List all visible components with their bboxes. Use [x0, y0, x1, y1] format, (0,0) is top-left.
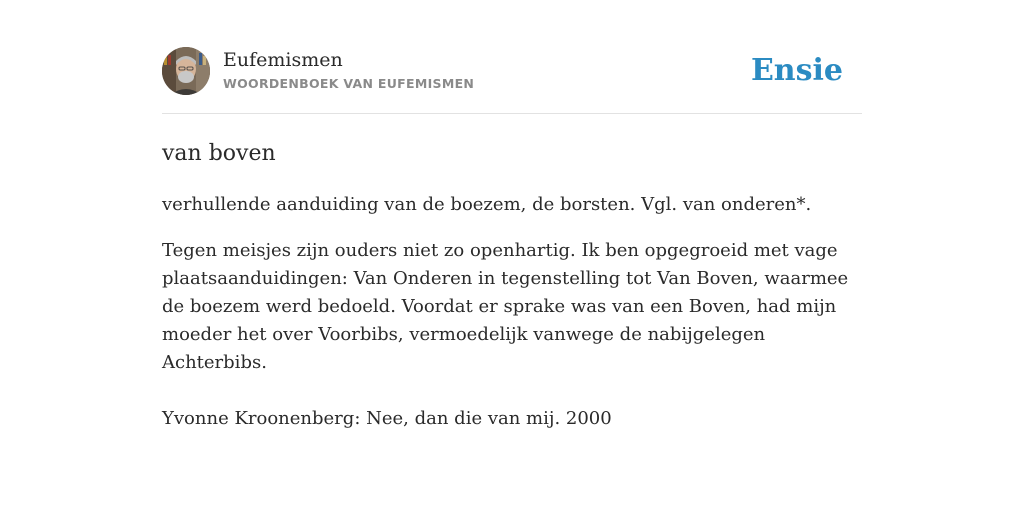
- author-portrait-icon: [162, 47, 210, 95]
- page-container: [162, 46, 862, 433]
- ensie-logo-link[interactable]: Ensie: [750, 52, 843, 88]
- entry-quote: Tegen meisjes zijn ouders niet zo openhartig. Ik ben opgegroeid met vage plaatsaanduidingen: Van Onderen in tegenstelling tot Van Boven, waarmee de boezem werd bedoeld. Voordat er sprake was van een Boven, had mijn moeder het over Voorbibs, vermoedelijk vanwege de nabijgelegen Achterbibs.: [162, 240, 849, 373]
- header: [162, 46, 862, 114]
- source-meta: [223, 50, 751, 92]
- source-subtitle: WOORDENBOEK VAN EUFEMISMEN: [223, 76, 475, 91]
- source-title[interactable]: Eufemismen: [223, 49, 343, 71]
- entry-term: van boven: [162, 141, 276, 166]
- author-avatar[interactable]: [162, 47, 210, 95]
- entry-citation: Yvonne Kroonenberg: Nee, dan die van mij. 2000: [162, 408, 612, 429]
- entry-definition: verhullende aanduiding van de boezem, de borsten. Vgl. van onderen*.: [162, 194, 812, 215]
